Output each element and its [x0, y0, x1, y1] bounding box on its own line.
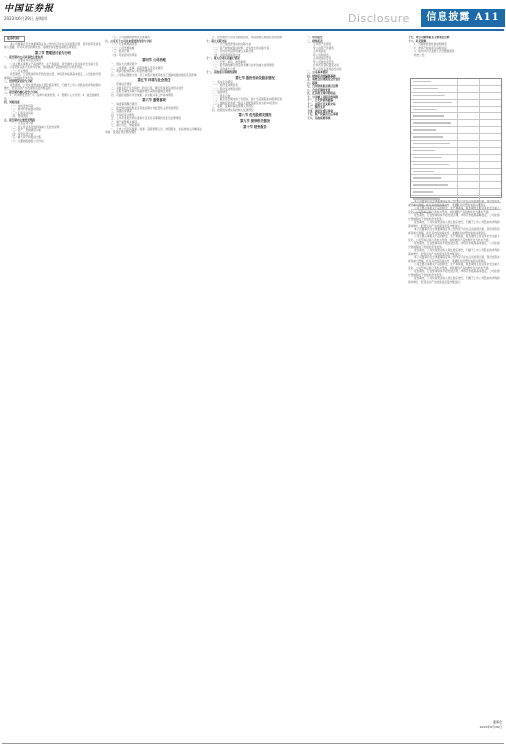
table-cell	[457, 175, 480, 181]
paragraph: 合并资产负债表	[313, 43, 332, 46]
paragraph: 1、技术研发优势；2、品牌与渠道优势；3、管理与人才优势；4、质量控制优势。	[4, 94, 100, 101]
section-heading: 第三节 管理层讨论与分析	[34, 50, 72, 55]
table-cell-text	[413, 177, 441, 178]
paragraph: 一、承诺事项履行情况	[111, 103, 137, 106]
table-cell	[411, 113, 458, 119]
table-cell-text	[413, 115, 444, 116]
paragraph: 特此公告。	[414, 53, 427, 57]
paragraph: 报告期内，公司实现营业收入同比稳定增长，归属于上市公司股东的净利润保持增长，经营活动产生的现金流量净额良好。	[408, 221, 500, 228]
paragraph: 五、上年年度报告非标准审计意见涉及事项的变化及处理情况	[111, 117, 182, 120]
column-1	[4, 36, 102, 736]
paragraph: （三）汇率变动风险	[10, 111, 34, 115]
heading: 十五、资产负债表日后事项	[307, 113, 339, 116]
paragraph: （二）股份变动情况说明	[212, 87, 241, 91]
table-row	[411, 100, 501, 107]
table-cell	[457, 113, 480, 119]
table-row	[411, 189, 501, 196]
paragraph: 3、境内外会计准则下会计数据差异	[414, 50, 455, 53]
table-cell	[457, 93, 480, 99]
paragraph: 公司主要从事相关产品的研发、生产和销售，报告期内主营业务未发生重大变化。公司坚持以客户需求为导向，持续推进产品结构优化与技术升级。	[408, 207, 500, 214]
heading: 十二、关联方及关联交易	[307, 102, 336, 106]
paragraph: 公司主要从事相关产品的研发、生产和销售，报告期内主营业务未发生重大变化。公司坚持以客户需求为导向，持续推进产品结构优化与技术升级。	[4, 62, 99, 69]
table-row	[411, 79, 501, 86]
paragraph: 1、当期非经常性损益明细表	[414, 43, 447, 46]
paragraph: 2、净资产收益率及每股收益	[414, 46, 447, 50]
table-cell-text	[413, 129, 436, 130]
paragraph: （一）股份变动情况表	[212, 84, 238, 87]
paragraph: 八、上市公司及其董事、监事、高级管理人员、控股股东、实际控制人涉嫌违法违规、受到处罚及整改情况	[105, 127, 202, 134]
paragraph: （三）共同对外投资的重大关联交易	[212, 50, 254, 53]
paragraph: 母公司资产负债表	[313, 46, 334, 50]
table-cell-text	[413, 81, 431, 82]
paragraph: （一）托管、承包、租赁事项	[212, 60, 246, 64]
table-cell	[411, 127, 458, 133]
paragraph: （三）经营计划	[111, 50, 130, 53]
section-heading: 第九节 债券相关情况	[240, 119, 270, 123]
paragraph: （一）股东总数	[212, 94, 231, 98]
paragraph: （二）报告期内履行的及尚未履行完毕的重大担保情况	[212, 64, 275, 67]
paragraph: 公司主要从事相关产品的研发、生产和销售，报告期内主营业务未发生重大变化。公司坚持以客户需求为导向，持续推进产品结构优化与技术升级。	[408, 235, 500, 242]
column-5	[408, 36, 502, 76]
heading: 六、公司关于公司未来发展的讨论与分析	[105, 39, 152, 43]
paragraph: 合并所有者权益变动表	[313, 64, 339, 67]
table-cell	[457, 169, 480, 175]
paragraph: （二）公司发展战略	[111, 46, 135, 50]
table-row	[411, 141, 501, 148]
table-row	[411, 169, 501, 176]
table-cell	[411, 169, 458, 175]
paragraph: 本公司董事会及全体董事保证本公告内容不存在任何虚假记载、误导性陈述或者重大遗漏，并对其内容的真实性、准确性和完整性承担法律责任。	[408, 228, 500, 235]
paragraph: 三、董事、监事和高级管理人员情况	[212, 105, 254, 108]
paragraph: （六）主要控股参股公司分析	[10, 139, 44, 143]
table-cell	[457, 79, 480, 85]
paragraph: （一）主要业务及经营模式	[10, 59, 42, 62]
column-4	[307, 36, 405, 736]
table-cell	[411, 107, 458, 113]
table-cell	[457, 127, 480, 133]
table-cell	[457, 148, 480, 154]
table-row	[411, 127, 501, 134]
paragraph: （七）公司控制的结构化主体情况	[111, 36, 150, 39]
paragraph: 七、重大诉讼、仲裁事项	[111, 124, 140, 127]
table-cell	[411, 155, 458, 161]
column-5-continued	[408, 200, 502, 715]
heading: 十、与金融工具相关的风险	[307, 95, 339, 99]
table-cell	[411, 148, 458, 154]
heading: 五、重要会计政策及会计估计	[307, 78, 341, 81]
heading: 十六、其他重要事项	[307, 116, 331, 120]
paragraph: 三、违规担保情况	[111, 110, 132, 113]
heading: 十二、其他重大事项的说明	[206, 71, 238, 74]
section-heading: 第十节 财务报告	[243, 125, 267, 129]
paragraph: （四）管理风险	[10, 115, 29, 118]
table-cell-text	[413, 164, 449, 165]
paragraph: （一）市场竞争风险	[10, 104, 34, 108]
table-row	[411, 182, 501, 189]
paragraph: 报告期内，行业整体保持平稳发展态势，市场竞争格局基本稳定，公司在细分领域保持了较强的竞争优势。	[408, 214, 500, 221]
section-heading: 第七节 股份变动及股东情况	[235, 75, 275, 80]
paragraph: 九、报告期内公司及其控股股东、实际控制人诚信状况的说明	[212, 36, 283, 39]
paragraph: 四、半年报审计情况	[111, 113, 135, 117]
heading: 六、税项	[307, 81, 318, 85]
paragraph: 报告期内，行业整体保持平稳发展态势，市场竞争格局基本稳定，公司在细分领域保持了较强的竞争优势。	[408, 242, 500, 249]
masthead	[0, 0, 506, 30]
paragraph: 四、巩固拓展脱贫攻坚成果、乡村振兴等工作具体情况	[111, 93, 174, 97]
table-cell-text	[413, 171, 434, 172]
date-line: 2023年6月29日 星期四	[4, 16, 48, 21]
table-cell-text	[413, 184, 448, 185]
data-table	[410, 78, 502, 198]
heading: 四、财务报表的编制基础	[307, 74, 336, 78]
section-heading: 第八节 优先股相关情况	[238, 113, 272, 117]
heading: 一、审计报告	[307, 36, 323, 39]
table-cell-text	[413, 191, 433, 192]
table-row	[411, 120, 501, 127]
paragraph: 二、报告期内控股股东及其他关联方非经营性占用资金情况	[111, 106, 179, 110]
heading: 十三、股份支付	[307, 106, 326, 109]
paragraph: （二）资产收购或股权收购、出售发生的关联交易	[212, 46, 270, 50]
paragraph: 二、其他有利于生态保护、防治污染、履行环境责任的相关信息	[111, 86, 184, 90]
paragraph: 母公司所有者权益变动表	[313, 67, 342, 71]
table-cell	[411, 100, 458, 106]
section-title-english: Disclosure	[348, 12, 410, 25]
heading: 十七、母公司财务报表主要项目注释	[408, 36, 450, 39]
paragraph: 本公司董事会及全体董事保证本公告内容不存在任何虚假记载、误导性陈述或者重大遗漏，并对其内容的真实性、准确性和完整性承担法律责任。	[4, 42, 101, 49]
table-cell	[411, 134, 458, 140]
table-cell	[411, 79, 458, 85]
paragraph: 本公司董事会及全体董事保证本公告内容不存在任何虚假记载、误导性陈述或者重大遗漏，并对其内容的真实性、准确性和完整性承担法律责任。	[408, 256, 500, 263]
signature-date: 2023年6月29日	[479, 725, 502, 729]
column-3	[206, 36, 304, 736]
table-cell	[457, 141, 480, 147]
heading: 七、合并财务报表项目注释	[307, 85, 339, 88]
table-cell	[411, 120, 458, 126]
heading: 十八、补充资料	[408, 39, 427, 43]
table-cell	[411, 182, 458, 188]
paragraph: 一、股本变动情况	[212, 80, 233, 84]
heading: 十四、承诺及或有事项	[307, 109, 333, 113]
table-cell	[457, 134, 480, 140]
table-cell	[457, 182, 480, 188]
paragraph: （三）其他重大合同	[212, 67, 236, 71]
table-cell	[457, 155, 480, 161]
paragraph: 合并现金流量表	[313, 57, 332, 60]
table-cell-text	[413, 102, 452, 103]
paragraph: 二、股东情况	[212, 91, 228, 94]
heading: 十一、公允价值的披露	[307, 99, 333, 102]
table-cell-text	[413, 95, 445, 96]
paragraph: （四）关联债权债务往来	[212, 53, 241, 57]
table-cell	[457, 107, 480, 113]
table-cell	[411, 141, 458, 147]
paragraph: 二、公司董事、监事、高级管理人员变动情况	[111, 66, 163, 70]
table-row	[411, 148, 501, 155]
heading: 三、报告期内核心竞争力分析	[4, 90, 38, 94]
paragraph: （一）主营业务分析	[10, 122, 34, 125]
heading: 十、重大关联交易	[206, 39, 227, 43]
table-row	[411, 175, 501, 182]
paragraph: 本公司董事会及全体董事保证本公告内容不存在任何虚假记载、误导性陈述或者重大遗漏，并对其内容的真实性、准确性和完整性承担法律责任。	[408, 200, 500, 207]
table-cell	[411, 162, 458, 168]
table-cell	[457, 86, 480, 92]
table-cell-text	[413, 157, 442, 158]
paragraph: 一、股东大会情况简介	[111, 63, 137, 66]
table-row	[411, 93, 501, 100]
paragraph: 母公司现金流量表	[313, 60, 334, 64]
paragraph: 母公司利润表	[313, 53, 329, 57]
paragraph: 四、公司股权激励计划、员工持股计划或其他员工激励措施的情况及其影响	[111, 73, 197, 77]
table-cell-text	[413, 109, 437, 110]
table-row	[411, 113, 501, 120]
section-heading: 第六节 重要事项	[142, 98, 166, 102]
paragraph: （二）截至报告期末前十名股东、前十名流通股东持股情况表	[212, 98, 283, 101]
signature-block	[436, 720, 502, 730]
table-row	[411, 162, 501, 169]
heading: 二、财务报表	[307, 39, 323, 43]
heading: 十一、重大合同及其履行情况	[206, 57, 240, 60]
table-cell	[411, 189, 458, 195]
section-heading: 第五节 环境与社会责任	[137, 78, 171, 82]
heading: 八、合并范围的变更	[307, 88, 331, 92]
paragraph: （四）投资状况分析	[10, 132, 34, 136]
table-row	[411, 155, 501, 162]
paragraph: 三、在报告期内为减少其碳排放所采取的措施及效果	[111, 90, 171, 93]
label-box: 证券代码：	[4, 36, 25, 42]
table-cell-text	[413, 136, 443, 137]
table-row	[411, 134, 501, 141]
paragraph: （五）重大资产和股权出售	[10, 136, 42, 139]
table-cell	[457, 120, 480, 126]
paragraph: 公司主要从事相关产品的研发、生产和销售，报告期内主营业务未发生重大变化。公司坚持以客户需求为导向，持续推进产品结构优化与技术升级。	[408, 263, 500, 270]
table-cell	[457, 189, 480, 195]
table-cell-text	[413, 143, 450, 144]
paragraph: 三、利润分配或资本公积金转增预案	[111, 70, 153, 73]
table-cell	[411, 86, 458, 92]
table-cell	[457, 100, 480, 106]
column-2	[105, 36, 203, 736]
paragraph: 报告期内，公司实现营业收入同比稳定增长，归属于上市公司股东的净利润保持增长，经营活动产生的现金流量净额良好。	[408, 277, 500, 284]
newspaper-logo: 中国证券报	[4, 4, 55, 14]
heading: 九、在其他主体中的权益	[307, 92, 336, 95]
paragraph: 四、控股股东或实际控制人变更情况	[212, 108, 254, 112]
paragraph: （二）非主营业务导致利润重大变化的说明	[10, 125, 60, 129]
table-row	[411, 86, 501, 93]
paragraph: （二）行业情况	[10, 69, 29, 73]
paragraph: （三）战略投资者或一般法人因配售新股成为前10名股东	[212, 101, 278, 105]
section-title: 信息披露 A11	[421, 9, 505, 27]
paragraph: 一、环境信息情况	[111, 83, 132, 86]
table-cell	[457, 162, 480, 168]
table-cell-text	[413, 88, 438, 89]
paragraph: 报告期内，行业整体保持平稳发展态势，市场竞争格局基本稳定，公司在细分领域保持了较强的竞争优势。	[4, 73, 101, 80]
paragraph: 合并利润表	[313, 50, 326, 53]
table-cell-text	[413, 122, 451, 123]
table-cell	[411, 93, 458, 99]
paragraph: 报告期内，公司实现营业收入同比稳定增长，归属于上市公司股东的净利润保持增长，经营活动产生的现金流量净额良好。	[408, 249, 500, 256]
footer-rule	[2, 743, 504, 744]
paragraph: （一）行业格局和趋势	[111, 43, 137, 46]
paragraph: （一）与日常经营相关的关联交易	[212, 43, 251, 46]
paragraph: 报告期内，公司实现营业收入同比稳定增长，归属于上市公司股东的净利润保持增长，经营活动产生的现金流量净额良好。	[4, 83, 101, 90]
table-cell-text	[413, 150, 435, 151]
table-row	[411, 107, 501, 114]
heading: 三、公司基本情况	[307, 71, 328, 74]
heading: 二、经营情况讨论与分析	[4, 80, 33, 83]
heading: 四、风险因素	[4, 101, 20, 104]
paragraph: （四）可能面对的风险	[111, 53, 137, 57]
paragraph: 报告期内，行业整体保持平稳发展态势，市场竞争格局基本稳定，公司在细分领域保持了较强的竞争优势。	[408, 270, 500, 277]
signature-issuer: 董事会	[492, 720, 502, 724]
section-heading: 第四节 公司治理	[142, 58, 166, 62]
heading: 五、报告期内主要经营情况	[4, 118, 36, 122]
paragraph: （三）资产、负债情况分析	[10, 129, 42, 132]
masthead-rule	[2, 29, 504, 31]
heading: 一、报告期内公司从事的主要业务	[4, 55, 43, 59]
paragraph: （二）原材料价格波动风险	[10, 108, 42, 111]
paragraph: 六、破产重整相关事项	[111, 120, 137, 124]
table-cell	[411, 175, 458, 181]
